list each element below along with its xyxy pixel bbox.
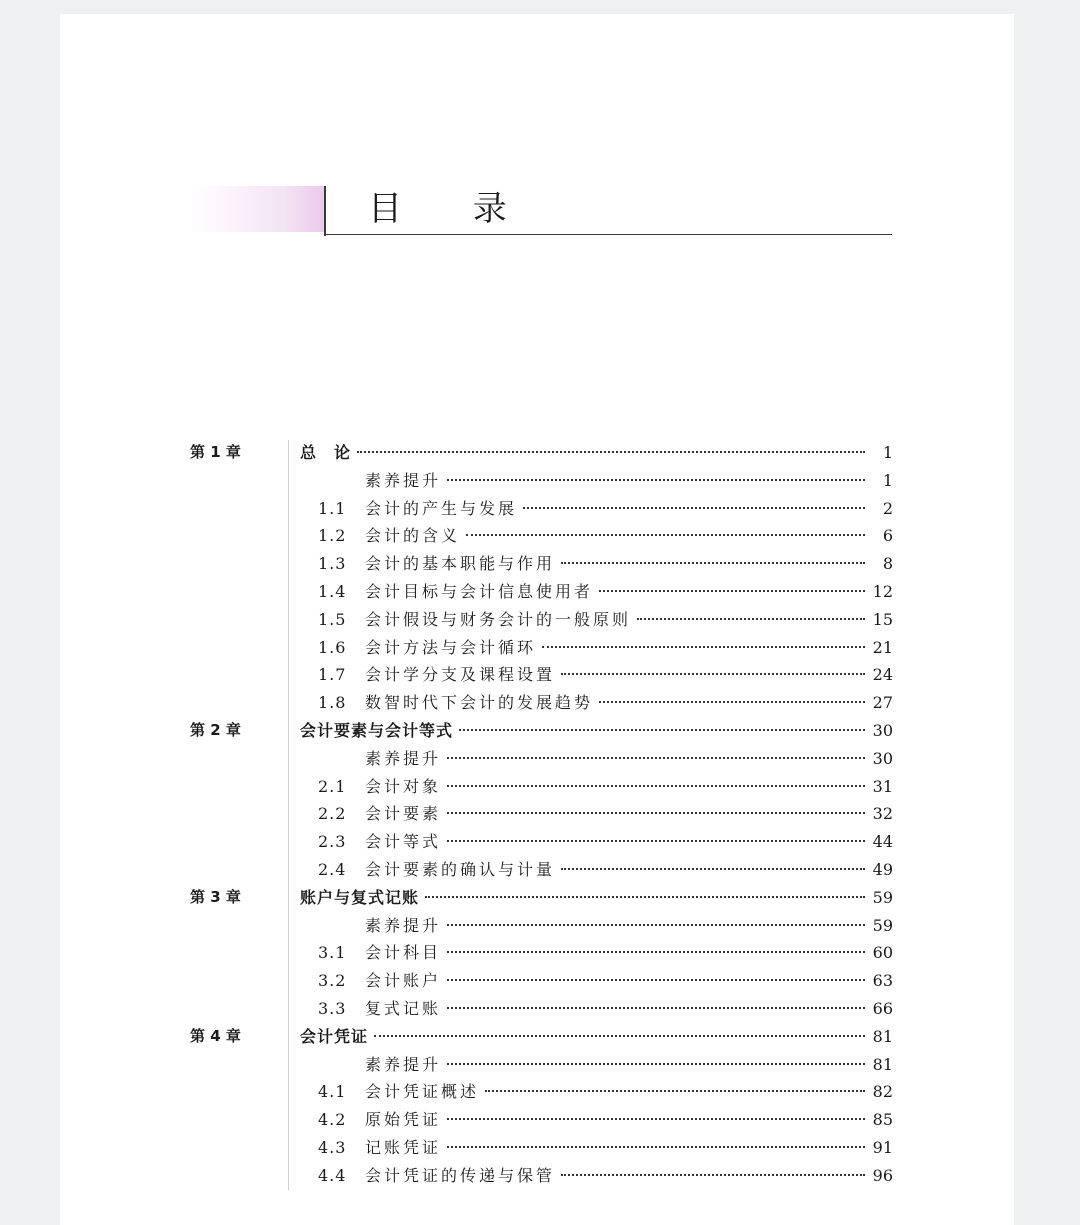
- section-title: 数智时代下会计的发展趋势: [365, 693, 594, 713]
- section-number: 1.7: [318, 665, 347, 685]
- page-number: 30: [872, 720, 893, 740]
- chapter-title: 会计凭证: [300, 1026, 369, 1046]
- section-title: 会计账户: [365, 971, 442, 991]
- section-number: 4.1: [318, 1082, 347, 1102]
- section-number: 3.3: [318, 998, 347, 1018]
- toc-entry: [300, 1023, 893, 1051]
- toc-row[interactable]: [0, 884, 1080, 912]
- page-number: 32: [872, 804, 893, 824]
- dot-leader: [447, 950, 865, 953]
- page-number: 31: [872, 776, 893, 796]
- page-number: 91: [872, 1137, 893, 1157]
- toc-entry: [318, 912, 893, 940]
- page-number: 81: [872, 1054, 893, 1074]
- dot-leader: [561, 672, 865, 675]
- chapter-label: 第 4 章: [190, 1026, 241, 1045]
- section-number: 1.8: [318, 693, 347, 713]
- section-number: 4.3: [318, 1137, 347, 1157]
- dot-leader: [447, 978, 865, 981]
- toc-row[interactable]: [0, 1051, 1080, 1079]
- toc-entry: [318, 661, 893, 689]
- dot-leader: [425, 895, 865, 898]
- section-number: 1.5: [318, 609, 347, 629]
- toc-entry: [318, 1106, 893, 1134]
- section-title: 素养提升: [365, 748, 442, 768]
- dot-leader: [357, 450, 865, 453]
- page-number: 66: [872, 998, 893, 1018]
- page-number: 44: [872, 832, 893, 852]
- dot-leader: [447, 839, 865, 842]
- toc-entry: [318, 550, 893, 578]
- page-number: 85: [872, 1110, 893, 1130]
- section-number: 1.4: [318, 581, 347, 601]
- toc-entry: [318, 939, 893, 967]
- dot-leader: [599, 589, 865, 592]
- toc-row[interactable]: [0, 661, 1080, 689]
- page-number: 49: [872, 859, 893, 879]
- dot-leader: [447, 1062, 865, 1065]
- section-title: 素养提升: [365, 470, 442, 490]
- page-title: 目 录: [368, 189, 537, 229]
- section-number: 2.4: [318, 859, 347, 879]
- chapter-label: 第 3 章: [190, 887, 241, 906]
- section-title: 会计对象: [365, 776, 442, 796]
- section-title: 会计的基本职能与作用: [365, 554, 556, 574]
- toc-row[interactable]: [0, 912, 1080, 940]
- section-title: 会计凭证的传递与保管: [365, 1165, 556, 1185]
- section-title: 会计目标与会计信息使用者: [365, 581, 594, 601]
- toc-entry: [300, 439, 893, 467]
- page-number: 24: [872, 665, 893, 685]
- section-title: 素养提升: [365, 1054, 442, 1074]
- toc-row[interactable]: [0, 828, 1080, 856]
- section-number: 2.2: [318, 804, 347, 824]
- section-title: 会计假设与财务会计的一般原则: [365, 609, 632, 629]
- toc-row[interactable]: [0, 1023, 1080, 1051]
- title-decoration: [190, 186, 324, 232]
- dot-leader: [447, 756, 865, 759]
- toc-entry: [318, 773, 893, 801]
- section-title: 会计科目: [365, 943, 442, 963]
- section-title: 记账凭证: [365, 1137, 442, 1157]
- toc-entry: [318, 1051, 893, 1079]
- dot-leader: [542, 645, 865, 648]
- page-number: 96: [872, 1165, 893, 1185]
- page-number: 59: [872, 915, 893, 935]
- toc-row[interactable]: [0, 522, 1080, 550]
- toc-entry: [318, 967, 893, 995]
- page-number: 60: [872, 943, 893, 963]
- page-number: 1: [882, 443, 893, 462]
- section-title: 会计的含义: [365, 526, 461, 546]
- toc-entry: [318, 828, 893, 856]
- toc-row[interactable]: [0, 967, 1080, 995]
- dot-leader: [447, 1145, 865, 1148]
- dot-leader: [447, 1006, 865, 1009]
- title-vertical-rule: [324, 186, 326, 236]
- section-number: 1.3: [318, 554, 347, 574]
- toc-row[interactable]: [0, 800, 1080, 828]
- dot-leader: [447, 478, 865, 481]
- page-number: 8: [882, 554, 893, 574]
- toc-entry: [318, 689, 893, 717]
- section-title: 素养提升: [365, 915, 442, 935]
- toc-row[interactable]: [0, 606, 1080, 634]
- toc-entry: [318, 467, 893, 495]
- page-number: 1: [882, 470, 893, 490]
- chapter-title: 账户与复式记账: [300, 887, 420, 907]
- dot-leader: [447, 1117, 865, 1120]
- section-title: 会计方法与会计循环: [365, 637, 537, 657]
- page-number: 30: [872, 748, 893, 768]
- toc-entry: [318, 1162, 893, 1190]
- section-number: 4.2: [318, 1110, 347, 1130]
- section-number: 4.4: [318, 1165, 347, 1185]
- page-number: 27: [872, 693, 893, 713]
- section-title: 会计的产生与发展: [365, 498, 518, 518]
- title-underline: [326, 234, 892, 235]
- dot-leader: [561, 867, 865, 870]
- toc-entry: [318, 856, 893, 884]
- toc-row[interactable]: [0, 1078, 1080, 1106]
- toc-row[interactable]: [0, 1134, 1080, 1162]
- page-number: 21: [872, 637, 893, 657]
- toc-entry: [318, 634, 893, 662]
- page-number: 15: [872, 609, 893, 629]
- section-number: 2.3: [318, 832, 347, 852]
- section-number: 1.6: [318, 637, 347, 657]
- toc-row[interactable]: [0, 856, 1080, 884]
- toc-entry: [300, 884, 893, 912]
- toc-row[interactable]: [0, 745, 1080, 773]
- chapter-label: 第 2 章: [190, 720, 241, 739]
- toc-row[interactable]: [0, 495, 1080, 523]
- dot-leader: [637, 617, 865, 620]
- toc-row[interactable]: [0, 717, 1080, 745]
- dot-leader: [485, 1089, 865, 1092]
- section-title: 会计要素的确认与计量: [365, 859, 556, 879]
- section-number: 1.2: [318, 526, 347, 546]
- dot-leader: [561, 1173, 865, 1176]
- toc-entry: [318, 1078, 893, 1106]
- dot-leader: [459, 728, 865, 731]
- dot-leader: [523, 506, 865, 509]
- toc-entry: [318, 578, 893, 606]
- toc-row[interactable]: [0, 439, 1080, 467]
- page-number: 12: [872, 581, 893, 601]
- dot-leader: [447, 923, 865, 926]
- toc-row[interactable]: [0, 634, 1080, 662]
- chapter-title: 会计要素与会计等式: [300, 720, 454, 740]
- toc-row[interactable]: [0, 550, 1080, 578]
- toc-row[interactable]: [0, 1106, 1080, 1134]
- toc-row[interactable]: [0, 995, 1080, 1023]
- toc-entry: [318, 522, 893, 550]
- section-number: 2.1: [318, 776, 347, 796]
- chapter-label: 第 1 章: [190, 443, 241, 461]
- dot-leader: [374, 1034, 865, 1037]
- toc-row[interactable]: [0, 939, 1080, 967]
- toc-entry: [318, 1134, 893, 1162]
- dot-leader: [466, 533, 865, 536]
- page-number: 6: [882, 526, 893, 546]
- page-number: 82: [872, 1082, 893, 1102]
- toc-row[interactable]: [0, 578, 1080, 606]
- toc-entry: [318, 995, 893, 1023]
- chapter-title: 总 论: [300, 443, 352, 462]
- table-of-contents: [0, 439, 1080, 1190]
- page-number: 63: [872, 971, 893, 991]
- page-number: 59: [872, 887, 893, 907]
- page-number: 2: [882, 498, 893, 518]
- dot-leader: [561, 561, 865, 564]
- toc-entry: [300, 717, 893, 745]
- toc-entry: [318, 745, 893, 773]
- section-number: 3.2: [318, 971, 347, 991]
- section-number: 3.1: [318, 943, 347, 963]
- section-title: 原始凭证: [365, 1110, 442, 1130]
- section-title: 会计等式: [365, 832, 442, 852]
- toc-entry: [318, 800, 893, 828]
- section-title: 复式记账: [365, 998, 442, 1018]
- toc-entry: [318, 495, 893, 523]
- section-title: 会计凭证概述: [365, 1082, 480, 1102]
- toc-row[interactable]: [0, 689, 1080, 717]
- section-number: 1.1: [318, 498, 347, 518]
- section-title: 会计要素: [365, 804, 442, 824]
- toc-row[interactable]: [0, 773, 1080, 801]
- toc-row[interactable]: [0, 1162, 1080, 1190]
- dot-leader: [447, 811, 865, 814]
- page-number: 81: [872, 1026, 893, 1046]
- toc-row[interactable]: [0, 467, 1080, 495]
- toc-entry: [318, 606, 893, 634]
- dot-leader: [447, 784, 865, 787]
- dot-leader: [599, 700, 865, 703]
- section-title: 会计学分支及课程设置: [365, 665, 556, 685]
